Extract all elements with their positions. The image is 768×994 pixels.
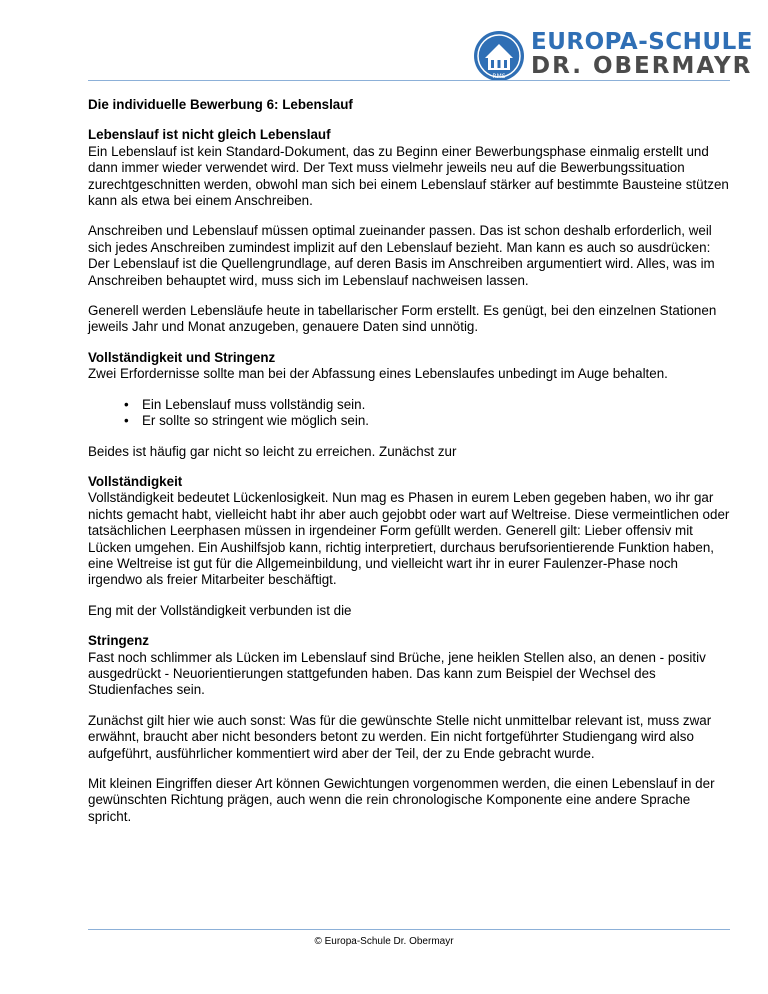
section-completeness: [88, 474, 730, 589]
paragraph: Anschreiben und Lebenslauf müssen optimal zueinander passen. Das ist schon deshalb erforderlich, weil sich jedes Anschreiben zumindest implizit auf den Lebenslauf bezieht. Man kann es auch so ausdrücken: Der Lebenslauf ist die Quellengrundlage, auf deren Basis im Anschreiben argumentiert wird. Alles, was im Anschreiben behauptet wird, muss sich im Lebenslauf nachweisen lassen.: [88, 223, 715, 288]
svg-text:RMS: RMS: [492, 73, 506, 80]
footer-divider: [88, 929, 730, 930]
paragraph: Fast noch schlimmer als Lücken im Lebenslauf sind Brüche, jene heiklen Stellen also, an denen - positiv ausgedrückt - Neuorientierungen stattgefunden haben. Das kann zum Beispiel der Wechsel des Studienfaches sein.: [88, 649, 706, 698]
list-item: [124, 397, 730, 413]
section-heading: Stringenz: [88, 633, 150, 649]
paragraph: Beides ist häufig gar nicht so leicht zu erreichen. Zunächst zur: [88, 443, 457, 459]
section-stringency: [88, 633, 730, 699]
section-heading: Vollständigkeit: [88, 473, 183, 489]
bullet-icon: •: [124, 413, 129, 429]
list-item-text: Er sollte so stringent wie möglich sein.: [142, 413, 369, 429]
paragraph: Generell werden Lebensläufe heute in tabellarischer Form erstellt. Es genügt, bei den einzelnen Stationen jeweils Jahr und Monat anzugeben, genauere Daten sind unnötig.: [88, 303, 717, 335]
paragraph: Eng mit der Vollständigkeit verbunden ist die: [88, 602, 352, 618]
section-requirements: [88, 350, 730, 383]
document-body: [88, 97, 730, 839]
requirements-list: [88, 397, 730, 430]
section-intro: [88, 127, 730, 209]
school-emblem-icon: [473, 30, 525, 82]
section-heading: Vollständigkeit und Stringenz: [88, 349, 276, 365]
list-item: [124, 413, 730, 429]
document-title: Die individuelle Bewerbung 6: Lebenslauf: [88, 97, 353, 112]
section-heading: Lebenslauf ist nicht gleich Lebenslauf: [88, 127, 331, 143]
paragraph: Mit kleinen Eingriffen dieser Art können Gewichtungen vorgenommen werden, die einen Lebenslauf in der gewünschten Richtung prägen, auch wenn die rein chronologische Komponente eine andere Sprache spricht.: [88, 776, 715, 824]
page-footer: © Europa-Schule Dr. Obermayr: [314, 936, 454, 947]
paragraph: Vollständigkeit bedeutet Lückenlosigkeit. Nun mag es Phasen in eurem Leben gegeben haben, wo ihr gar nichts gemacht habt, vielleicht habt ihr aber auch gejobbt oder wart auf Weltreise. Diese vermeintlichen oder tatsächlichen Leerphasen müssen in irgendeiner Form gefüllt werden. Generell gilt: Lieber offensiv mit Lücken umgehen. Ein Aushilfsjob kann, richtig interpretiert, durchaus berufsorientierende Funktion haben, eine Weltreise ist gut für die Allgemeinbildung, und vielleicht wart ihr in eurer Faulenzer-Phase noch irgendwo als freier Mitarbeiter beschäftigt.: [88, 490, 730, 588]
paragraph: Zunächst gilt hier wie auch sonst: Was für die gewünschte Stelle nicht unmittelbar relevant ist, muss zwar erwähnt, braucht aber nicht besonders betont zu werden. Ein nicht fortgeführter Studiengang wird also aufgeführt, ausführlicher kommentiert wird aber der Teil, der zu Ende gebracht wurde.: [88, 712, 712, 761]
header-divider: [88, 80, 730, 81]
page-header: [0, 0, 768, 90]
logo-line-1: EUROPA-SCHULE: [531, 29, 753, 55]
list-item-text: Ein Lebenslauf muss vollständig sein.: [142, 396, 366, 412]
paragraph: Ein Lebenslauf ist kein Standard-Dokument, das zu Beginn einer Bewerbungsphase einmalig erstellt und dann immer wieder verwendet wird. Der Text muss vielmehr jeweils neu auf die Bewerbungssituation zurechtgeschnitten werden, obwohl man sich bei einem Lebenslauf stärker auf bestimmte Bausteine stützen kann als etwa bei einem Anschreiben.: [88, 143, 729, 209]
bullet-icon: •: [124, 396, 129, 412]
logo-wordmark: [531, 30, 753, 78]
logo-line-2: DR. OBERMAYR: [531, 53, 753, 79]
paragraph: Zwei Erfordernisse sollte man bei der Abfassung eines Lebenslaufes unbedingt im Auge behalten.: [88, 366, 668, 382]
school-logo: [473, 26, 753, 86]
